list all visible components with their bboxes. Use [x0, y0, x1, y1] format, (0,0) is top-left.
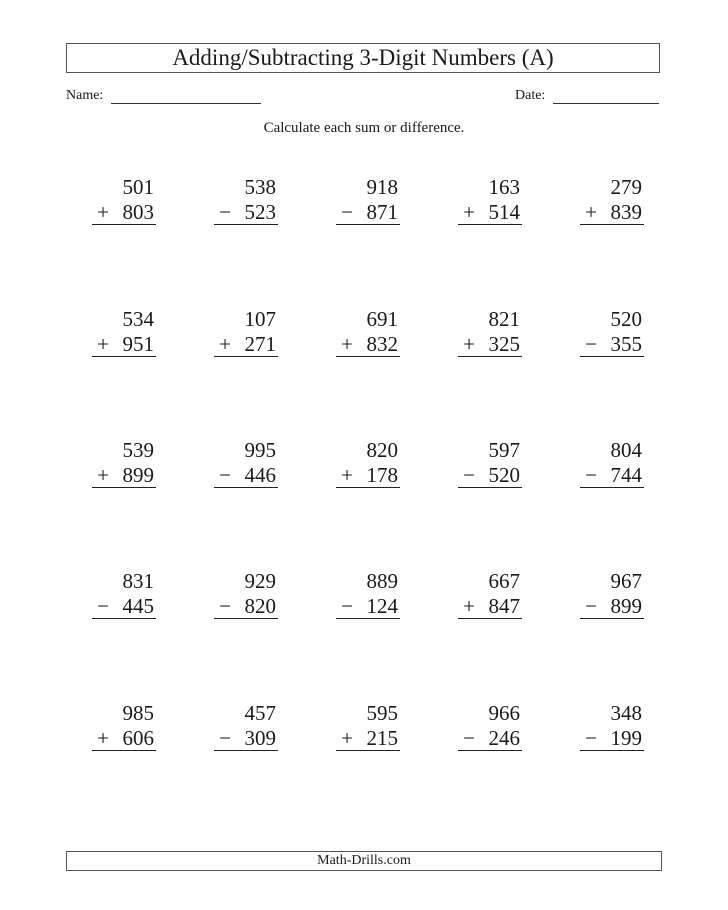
problem-bottom-number: 820	[244, 594, 276, 618]
problem-bottom-line	[214, 463, 278, 488]
problem-bottom-number: 178	[366, 463, 398, 487]
problem-bottom-line	[580, 594, 644, 619]
problem-bottom-line	[458, 332, 522, 357]
problem-top-number: 821	[488, 307, 520, 331]
problem-top-number: 966	[488, 701, 520, 725]
problem-bottom-line	[580, 332, 644, 357]
date-label: Date:	[515, 88, 546, 103]
problem-bottom-number: 514	[488, 200, 520, 224]
problem-bottom-number: 124	[366, 594, 398, 618]
problem-bottom-line	[336, 726, 400, 751]
problem	[580, 174, 644, 225]
problem-bottom-line	[458, 726, 522, 751]
problem-bottom-number: 445	[122, 594, 154, 618]
problem-bottom-line	[458, 463, 522, 488]
problem-bottom-number: 271	[244, 332, 276, 356]
problem-top-number: 967	[610, 569, 642, 593]
problem-bottom-line	[214, 726, 278, 751]
problem-operator: +	[341, 726, 353, 750]
problem-top-number: 995	[244, 438, 276, 462]
problem	[336, 700, 400, 751]
problem-top-number: 667	[488, 569, 520, 593]
problem	[92, 568, 156, 619]
problem-top-number: 597	[488, 438, 520, 462]
problem-top-number: 501	[122, 175, 154, 199]
problem	[580, 700, 644, 751]
problem-operator: −	[97, 594, 109, 618]
problem-top-number: 107	[244, 307, 276, 331]
problem-operator: +	[97, 332, 109, 356]
problem-operator: −	[585, 463, 597, 487]
problem-operator: +	[341, 332, 353, 356]
problem	[336, 174, 400, 225]
problem-operator: +	[219, 332, 231, 356]
problem-top-number: 538	[244, 175, 276, 199]
problem-bottom-line	[336, 594, 400, 619]
problem-top-number: 457	[244, 701, 276, 725]
problem-bottom-line	[336, 332, 400, 357]
problem-top-number: 831	[122, 569, 154, 593]
name-label: Name:	[66, 88, 104, 103]
problem-bottom-number: 744	[610, 463, 642, 487]
problem-bottom-number: 606	[122, 726, 154, 750]
problem-operator: −	[219, 726, 231, 750]
problem-bottom-line	[458, 200, 522, 225]
problem	[92, 306, 156, 357]
problem-top-number: 985	[122, 701, 154, 725]
problem-top-number: 595	[366, 701, 398, 725]
problem	[580, 306, 644, 357]
problem-bottom-number: 446	[244, 463, 276, 487]
problem-top-number: 163	[488, 175, 520, 199]
problem	[214, 437, 278, 488]
problem-bottom-line	[336, 200, 400, 225]
problem-operator: +	[97, 726, 109, 750]
problem-top-number: 918	[366, 175, 398, 199]
problem	[214, 174, 278, 225]
problem-operator: −	[341, 594, 353, 618]
problem-bottom-number: 847	[488, 594, 520, 618]
problem-bottom-line	[92, 200, 156, 225]
problem-bottom-line	[214, 200, 278, 225]
problem-top-number: 520	[610, 307, 642, 331]
problem	[458, 306, 522, 357]
problem-operator: −	[463, 463, 475, 487]
problem	[580, 568, 644, 619]
problem-bottom-number: 899	[122, 463, 154, 487]
problem-bottom-line	[92, 463, 156, 488]
problem-bottom-line	[580, 463, 644, 488]
problem-operator: +	[97, 463, 109, 487]
problem	[336, 568, 400, 619]
problem-top-number: 539	[122, 438, 154, 462]
problem-operator: −	[585, 726, 597, 750]
problem	[458, 174, 522, 225]
problem	[458, 437, 522, 488]
problem-top-number: 820	[366, 438, 398, 462]
problem-bottom-number: 803	[122, 200, 154, 224]
problem-operator: +	[463, 332, 475, 356]
problem-top-number: 348	[610, 701, 642, 725]
problem-bottom-line	[214, 594, 278, 619]
instructions: Calculate each sum or difference.	[263, 120, 465, 136]
problem-operator: −	[219, 463, 231, 487]
problem-bottom-line	[458, 594, 522, 619]
problem-bottom-number: 951	[122, 332, 154, 356]
problem-top-number: 804	[610, 438, 642, 462]
problem-top-number: 929	[244, 569, 276, 593]
problem-bottom-number: 520	[488, 463, 520, 487]
problem-bottom-number: 246	[488, 726, 520, 750]
problem-operator: +	[463, 200, 475, 224]
problem	[92, 700, 156, 751]
problem-bottom-number: 355	[610, 332, 642, 356]
problem-bottom-number: 871	[366, 200, 398, 224]
problem	[336, 437, 400, 488]
problem	[214, 306, 278, 357]
problem-bottom-number: 309	[244, 726, 276, 750]
problem	[580, 437, 644, 488]
problem-operator: −	[463, 726, 475, 750]
problem-operator: +	[585, 200, 597, 224]
problem	[458, 568, 522, 619]
problem-bottom-number: 899	[610, 594, 642, 618]
problem-top-number: 279	[610, 175, 642, 199]
problem-bottom-line	[214, 332, 278, 357]
problem-bottom-number: 215	[366, 726, 398, 750]
problem	[92, 437, 156, 488]
problem-bottom-number: 523	[244, 200, 276, 224]
problem	[458, 700, 522, 751]
problem	[336, 306, 400, 357]
problem-operator: −	[585, 594, 597, 618]
problem-bottom-line	[92, 726, 156, 751]
problem	[214, 700, 278, 751]
problem	[214, 568, 278, 619]
problem-bottom-number: 839	[610, 200, 642, 224]
problem-bottom-number: 199	[610, 726, 642, 750]
problem-operator: +	[97, 200, 109, 224]
problem-bottom-number: 832	[366, 332, 398, 356]
problem-top-number: 691	[366, 307, 398, 331]
problem-bottom-line	[92, 332, 156, 357]
problem-bottom-line	[580, 200, 644, 225]
problem-operator: −	[219, 594, 231, 618]
problem-top-number: 534	[122, 307, 154, 331]
problem-bottom-line	[336, 463, 400, 488]
problem-operator: +	[341, 463, 353, 487]
problem-operator: +	[463, 594, 475, 618]
problem-operator: −	[585, 332, 597, 356]
problem-operator: −	[341, 200, 353, 224]
footer: Math-Drills.com	[66, 851, 662, 871]
worksheet-title: Adding/Subtracting 3-Digit Numbers (A)	[66, 43, 660, 73]
problem-operator: −	[219, 200, 231, 224]
problem-bottom-line	[580, 726, 644, 751]
problem	[92, 174, 156, 225]
problem-bottom-line	[92, 594, 156, 619]
problem-bottom-number: 325	[488, 332, 520, 356]
problem-top-number: 889	[366, 569, 398, 593]
